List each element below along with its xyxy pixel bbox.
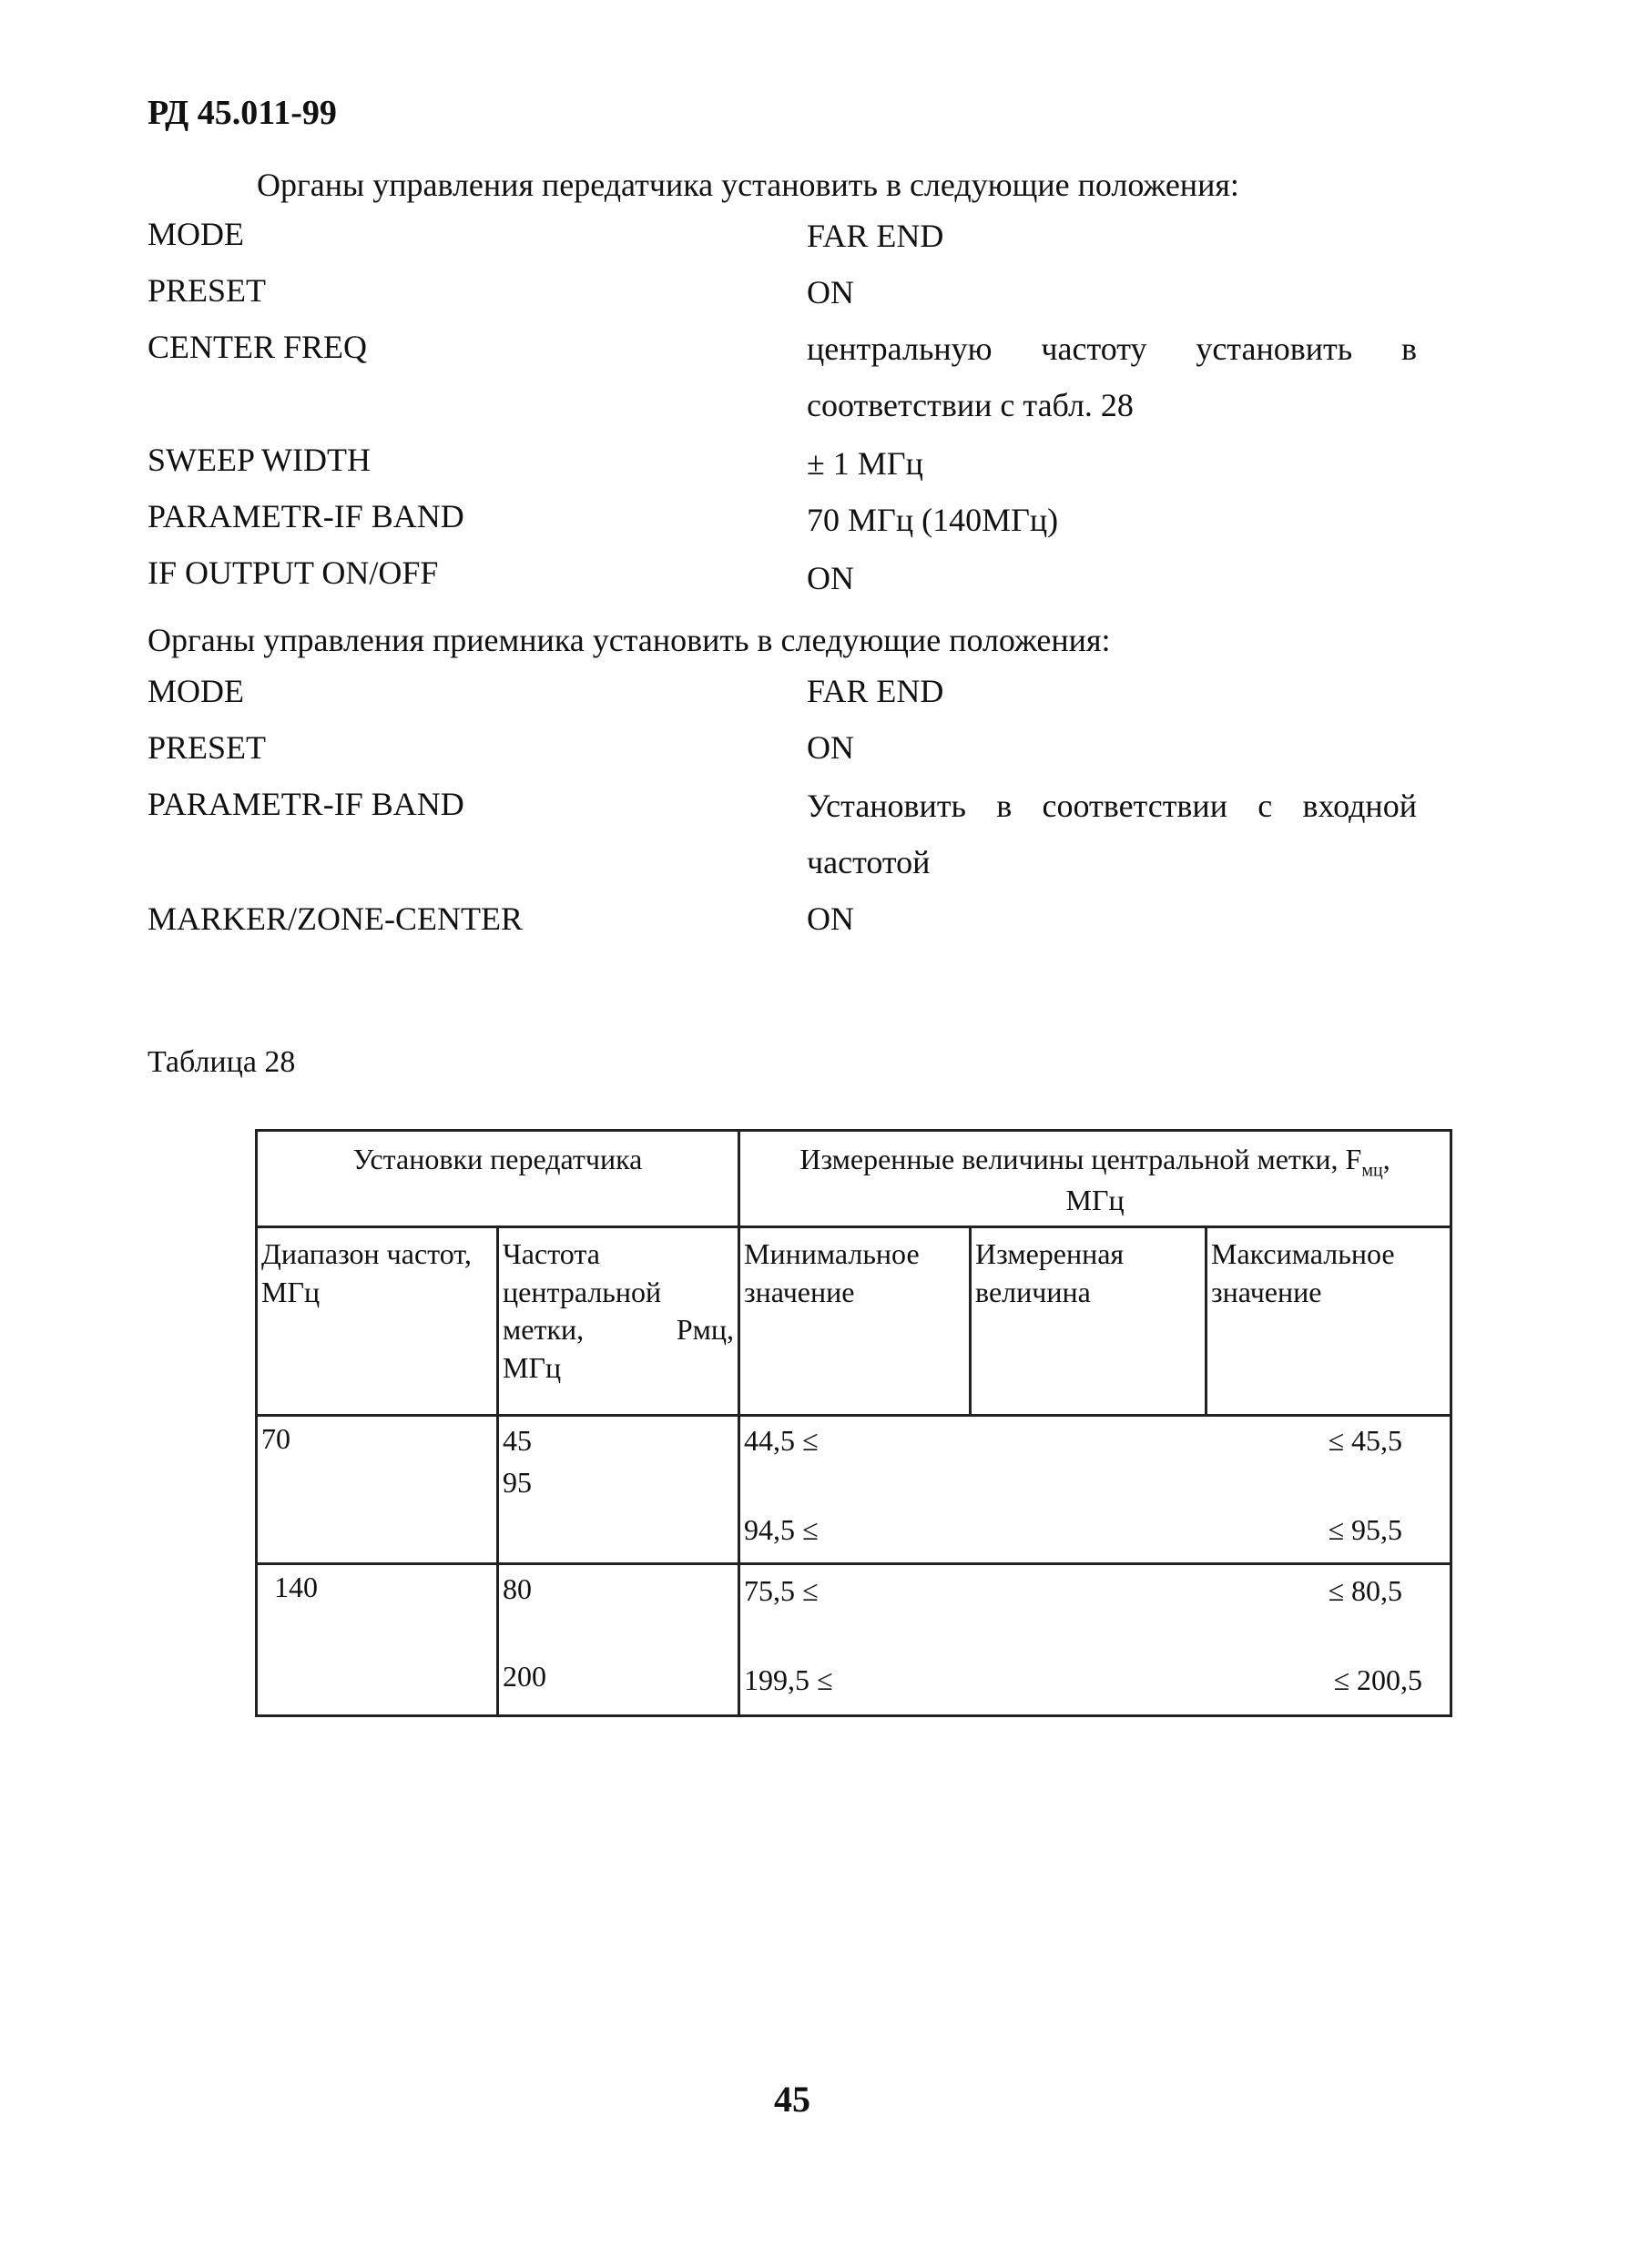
word: частоту	[1041, 331, 1147, 367]
cell-max: ≤ 95,5	[1328, 1512, 1403, 1546]
table-caption: Таблица 28	[148, 1045, 296, 1079]
tx-center-freq-label: CENTER FREQ	[148, 329, 368, 365]
col-header-max: Максимальное значение	[1206, 1226, 1451, 1415]
tx-preset-value: ON	[807, 274, 854, 310]
word: соответствии	[1042, 788, 1227, 824]
header-measured-comma: ,	[1382, 1143, 1390, 1175]
cell-max: ≤ 45,5	[1328, 1423, 1403, 1457]
tx-mode-value: FAR END	[807, 218, 944, 254]
cell-freq: 45	[503, 1423, 532, 1457]
word: с	[1257, 788, 1273, 824]
cell-min-max	[739, 1415, 1451, 1563]
cell-min: 199,5 ≤	[744, 1663, 833, 1696]
col-header-freq-unit: МГц	[503, 1350, 562, 1384]
word: метки,	[503, 1313, 585, 1347]
word: Установить	[807, 788, 966, 824]
word: в	[996, 788, 1013, 824]
header-measured-text: Измеренные величины центральной метки, F	[799, 1143, 1362, 1175]
header-measured-values	[739, 1131, 1451, 1227]
word: центральную	[807, 331, 993, 367]
range-pair	[744, 1572, 1446, 1611]
rx-if-band-value-cont: частотой	[807, 844, 931, 880]
cell-min: 75,5 ≤	[744, 1573, 819, 1607]
table-group-header-row	[257, 1131, 1451, 1227]
header-transmitter-settings: Установки передатчика	[257, 1131, 739, 1227]
cell-min: 44,5 ≤	[744, 1423, 819, 1457]
rx-mode-value: FAR END	[807, 673, 944, 709]
cell-freqs	[498, 1563, 739, 1715]
header-measured-unit: МГц	[1065, 1184, 1125, 1217]
col-header-freq-line2	[503, 1311, 734, 1349]
tx-sweep-width-value: ± 1 МГц	[807, 445, 923, 482]
table-28	[255, 1129, 1452, 1717]
header-measured-subscript: мц	[1361, 1160, 1383, 1181]
table-row	[257, 1415, 1451, 1563]
tx-if-output-label: IF OUTPUT ON/OFF	[148, 554, 439, 591]
tx-center-freq-value-cont: соответствии с табл. 28	[807, 387, 1134, 423]
word: входной	[1302, 788, 1417, 824]
cell-freqs	[498, 1415, 739, 1563]
word: в	[1400, 331, 1417, 367]
col-header-measured: Измеренная величина	[971, 1226, 1206, 1415]
rx-marker-value: ON	[807, 900, 854, 937]
word: установить	[1196, 331, 1353, 367]
rx-mode-label: MODE	[148, 673, 244, 709]
tx-if-band-value: 70 МГц (140МГц)	[807, 502, 1059, 538]
cell-range: 140	[257, 1563, 498, 1715]
tx-mode-label: MODE	[148, 216, 244, 252]
receiver-intro: Органы управления приемника установить в следующие положения:	[148, 622, 1111, 658]
col-header-range: Диапазон частот, МГц	[257, 1226, 498, 1415]
tx-center-freq-value	[807, 330, 1417, 368]
cell-min-max	[739, 1563, 1451, 1715]
document-code: РД 45.011-99	[148, 94, 337, 132]
rx-preset-value: ON	[807, 729, 854, 766]
cell-min: 94,5 ≤	[744, 1512, 819, 1546]
col-header-center-freq	[498, 1226, 739, 1415]
cell-freq: 200	[503, 1659, 546, 1693]
rx-if-band-value	[807, 787, 1417, 825]
col-header-freq-line1: Частота центральной	[503, 1236, 662, 1308]
cell-freq: 95	[503, 1465, 532, 1499]
cell-max: ≤ 200,5	[1333, 1663, 1423, 1696]
tx-if-output-value: ON	[807, 560, 854, 596]
page-number: 45	[774, 2079, 810, 2120]
cell-range: 70	[257, 1415, 498, 1563]
table-row	[257, 1563, 1451, 1715]
rx-if-band-label: PARAMETR-IF BAND	[148, 786, 464, 822]
tx-if-band-label: PARAMETR-IF BAND	[148, 498, 464, 534]
cell-freq: 80	[503, 1571, 532, 1605]
range-pair	[744, 1422, 1446, 1460]
table-column-header-row	[257, 1226, 1451, 1415]
word: Рмц,	[676, 1313, 735, 1347]
range-pair	[744, 1662, 1446, 1700]
col-header-min: Минимальное значение	[739, 1226, 971, 1415]
rx-marker-label: MARKER/ZONE-CENTER	[148, 900, 523, 937]
rx-preset-label: PRESET	[148, 729, 267, 766]
transmitter-intro: Органы управления передатчика установить в следующие положения:	[257, 167, 1239, 203]
cell-max: ≤ 80,5	[1328, 1573, 1403, 1607]
range-pair	[744, 1511, 1446, 1550]
tx-sweep-width-label: SWEEP WIDTH	[148, 442, 371, 478]
tx-preset-label: PRESET	[148, 272, 267, 309]
